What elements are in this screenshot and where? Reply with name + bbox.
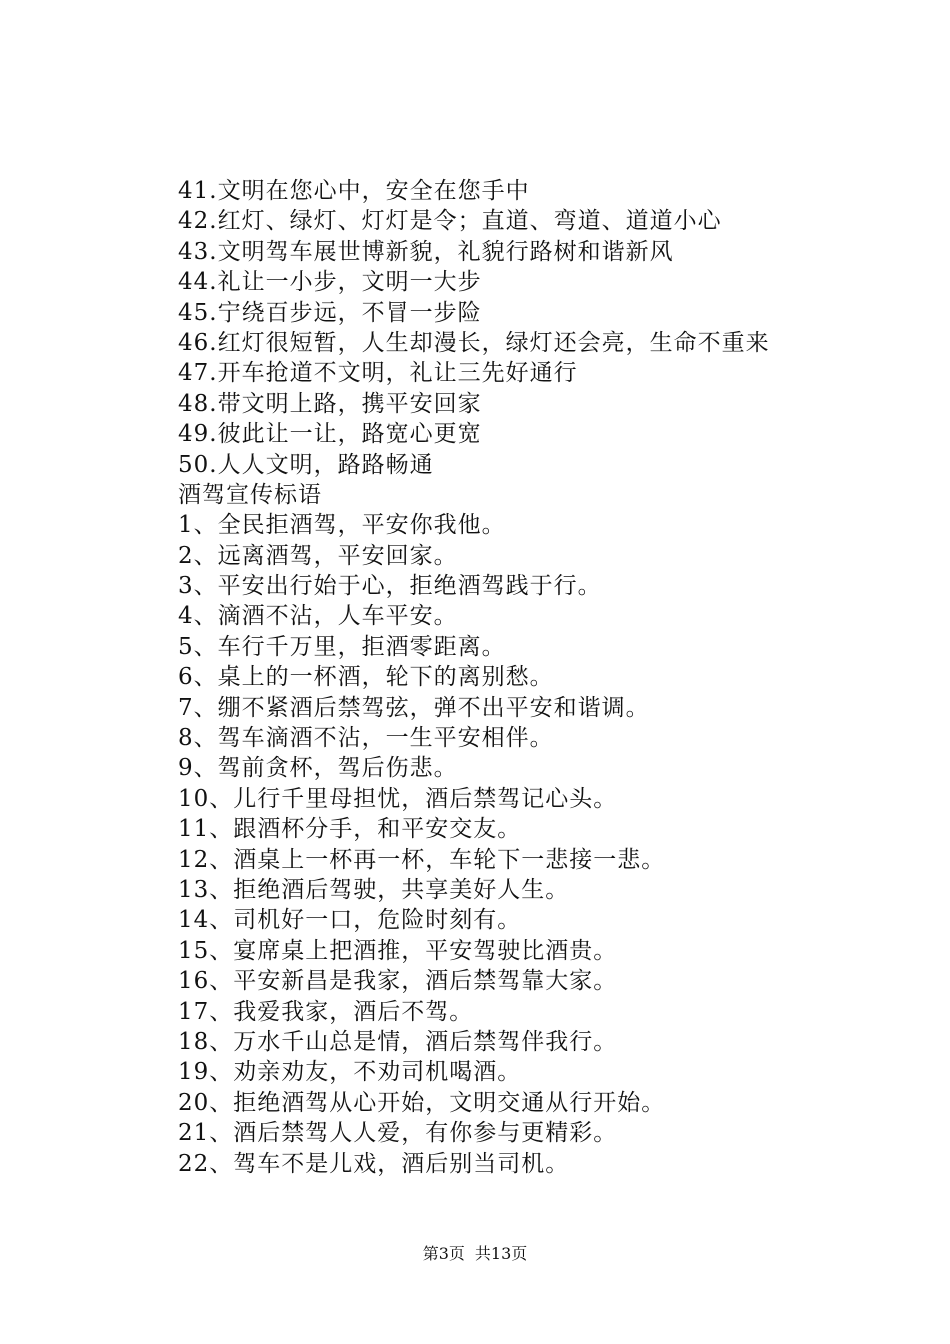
- text-line: 14、司机好一口，危险时刻有。: [178, 907, 522, 934]
- text-line: 43.文明驾车展世博新貌，礼貌行路树和谐新风: [178, 238, 674, 265]
- text-line: 19、劝亲劝友，不劝司机喝酒。: [178, 1059, 522, 1086]
- document-body: [178, 176, 878, 1179]
- text-line: 11、跟酒杯分手，和平安交友。: [178, 816, 522, 843]
- text-line: 49.彼此让一让，路宽心更宽: [178, 421, 482, 448]
- section-heading: 酒驾宣传标语: [178, 481, 322, 508]
- text-line: 42.红灯、绿灯、灯灯是令；直道、弯道、道道小心: [178, 208, 722, 235]
- text-line: 3、平安出行始于心，拒绝酒驾践于行。: [178, 573, 602, 600]
- page-footer: [0, 1243, 950, 1265]
- text-line: 44.礼让一小步，文明一大步: [178, 269, 482, 296]
- text-line: 2、远离酒驾，平安回家。: [178, 542, 458, 569]
- text-line: 7、绷不紧酒后禁驾弦，弹不出平安和谐调。: [178, 694, 650, 721]
- text-line: 10、儿行千里母担忧，酒后禁驾记心头。: [178, 785, 618, 812]
- text-line: 20、拒绝酒驾从心开始，文明交通从行开始。: [178, 1089, 666, 1116]
- text-line: 22、驾车不是儿戏，酒后别当司机。: [178, 1150, 570, 1177]
- text-line: 50.人人文明，路路畅通: [178, 451, 434, 478]
- text-line: 18、万水千山总是情，酒后禁驾伴我行。: [178, 1028, 618, 1055]
- text-line: 12、酒桌上一杯再一杯，车轮下一悲接一悲。: [178, 846, 666, 873]
- page-number: 第3页: [422, 1244, 465, 1263]
- text-line: 1、全民拒酒驾，平安你我他。: [178, 512, 506, 539]
- text-line: 9、驾前贪杯，驾后伤悲。: [178, 755, 458, 782]
- text-line: 15、宴席桌上把酒推，平安驾驶比酒贵。: [178, 937, 618, 964]
- text-line: 47.开车抢道不文明，礼让三先好通行: [178, 360, 578, 387]
- text-line: 4、滴酒不沾，人车平安。: [178, 603, 458, 630]
- text-line: 17、我爱我家，酒后不驾。: [178, 998, 474, 1025]
- text-line: 8、驾车滴酒不沾，一生平安相伴。: [178, 725, 554, 752]
- text-line: 21、酒后禁驾人人爱，有你参与更精彩。: [178, 1120, 618, 1147]
- text-line: 46.红灯很短暂，人生却漫长，绿灯还会亮，生命不重来: [178, 329, 770, 356]
- text-line: 48.带文明上路，携平安回家: [178, 390, 482, 417]
- text-line: 41.文明在您心中，安全在您手中: [178, 178, 530, 204]
- text-line: 5、车行千万里，拒酒零距离。: [178, 633, 506, 660]
- text-line: 6、桌上的一杯酒，轮下的离别愁。: [178, 664, 554, 691]
- page-total: 共13页: [474, 1244, 528, 1263]
- text-line: 45.宁绕百步远，不冒一步险: [178, 299, 482, 326]
- text-line: 13、拒绝酒后驾驶，共享美好人生。: [178, 876, 570, 903]
- text-line: 16、平安新昌是我家，酒后禁驾靠大家。: [178, 968, 618, 995]
